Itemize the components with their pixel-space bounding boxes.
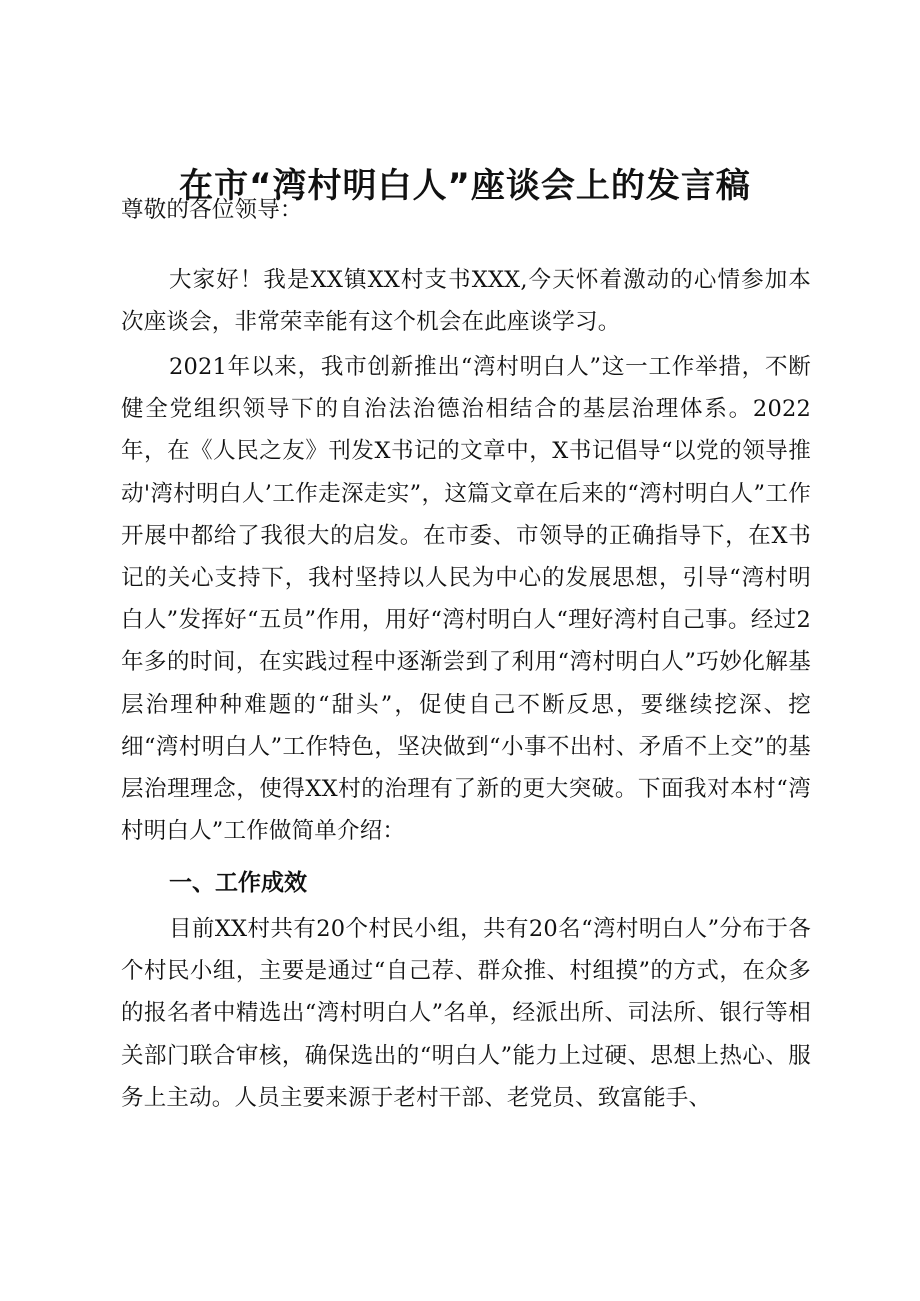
paragraph-background: 2021年以来，我市创新推出“湾村明白人”这一工作举措，不断健全党组织领导下的自治法治德治相结合的基层治理体系。2022年，在《人民之友》刊发X书记的文章中，X书记倡导“以党的领导推动'湾村明白人’工作走深走实”，这篇文章在后来的“湾村明白人”工作开展中都给了我很大的启发。在市委、市领导的正确指导下，在X书记的关心支持下，我村坚持以人民为中心的发展思想，引导“湾村明白人”发挥好“五员”作用，用好“湾村明白人“理好湾村自己事。经过2年多的时间，在实践过程中逐渐尝到了利用“湾村明白人”巧妙化解基层治理种种难题的“甜头”，促使自己不断反思，要继续挖深、挖细“湾村明白人”工作特色，坚决做到“小事不出村、矛盾不上交”的基层治理理念，使得XX村的治理有了新的更大突破。下面我对本村“湾村明白人”工作做简单介绍： (121, 354, 811, 845)
salutation: 尊敬的各位领导： (121, 197, 303, 223)
section-paragraph: 目前XX村共有20个村民小组，共有20名“湾村明白人”分布于各个村民小组，主要是通过“自己荐、群众推、村组摸”的方式，在众多的报名者中精选出“湾村明白人”名单，经派出所、司法所、银行等相关部门联合审核，确保选出的“明白人”能力上过硬、思想上热心、服务上主动。人员主要来源于老村干部、老党员、致富能手、 (121, 916, 811, 1111)
paragraph-greeting: 大家好！我是XX镇XX村支书XXX,今天怀着激动的心情参加本次座谈会，非常荣幸能有这个机会在此座谈学习。 (121, 267, 811, 336)
section-heading: 一、工作成效 (169, 870, 307, 896)
document-title: 在市“湾村明白人”座谈会上的发言稿 (179, 166, 751, 206)
